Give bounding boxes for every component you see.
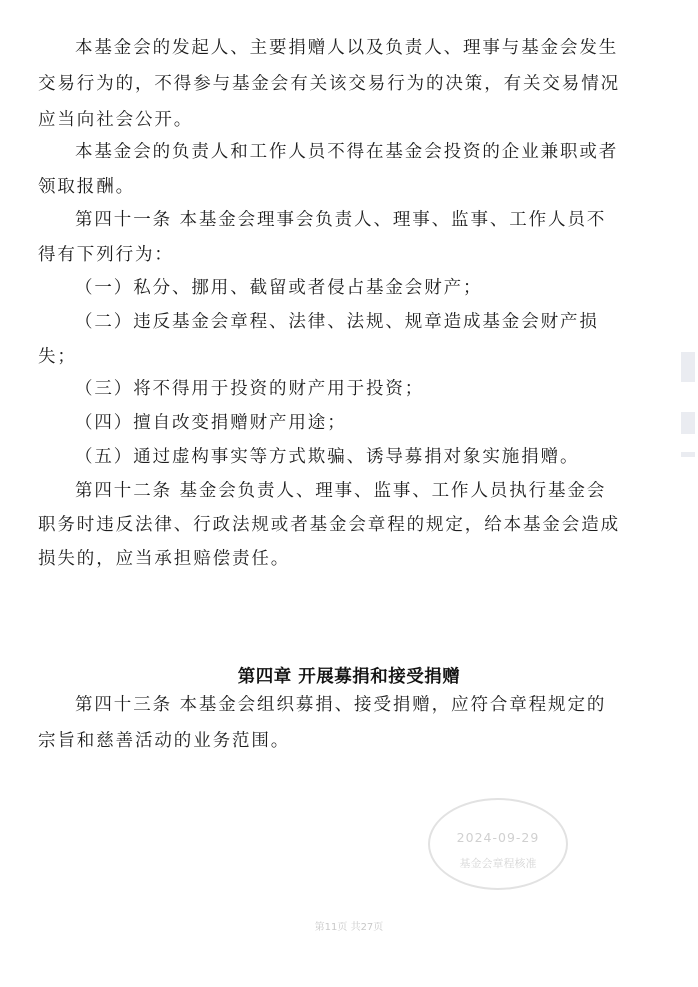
page-footer: 第11页 共27页 bbox=[314, 922, 384, 933]
scan-edge-mark bbox=[681, 352, 695, 382]
paragraph-line: 第四十三条 本基金会组织募捐、接受捐赠，应符合章程规定的 bbox=[75, 695, 607, 715]
approval-stamp bbox=[428, 798, 568, 890]
paragraph-line: 职务时违反法律、行政法规或者基金会章程的规定，给本基金会造成 bbox=[38, 515, 620, 535]
list-item: （五）通过虚构事实等方式欺骗、诱导募捐对象实施捐赠。 bbox=[75, 447, 580, 467]
paragraph-line: 交易行为的，不得参与基金会有关该交易行为的决策，有关交易情况 bbox=[38, 74, 620, 94]
paragraph-line: 本基金会的负责人和工作人员不得在基金会投资的企业兼职或者 bbox=[75, 142, 619, 162]
list-item: （二）违反基金会章程、法律、法规、规章造成基金会财产损 bbox=[75, 312, 599, 332]
paragraph-line: 第四十一条 本基金会理事会负责人、理事、监事、工作人员不 bbox=[75, 210, 607, 230]
paragraph-line: 得有下列行为： bbox=[38, 245, 174, 265]
scan-edge-mark bbox=[681, 452, 695, 457]
list-item: 失； bbox=[38, 347, 77, 367]
list-item: （一）私分、挪用、截留或者侵占基金会财产； bbox=[75, 278, 483, 298]
paragraph-line: 宗旨和慈善活动的业务范围。 bbox=[38, 731, 291, 751]
paragraph-line: 领取报酬。 bbox=[38, 177, 135, 197]
paragraph-line: 应当向社会公开。 bbox=[38, 110, 194, 130]
stamp-date: 2024-09-29 bbox=[456, 830, 540, 845]
list-item: （四）擅自改变捐赠财产用途； bbox=[75, 413, 347, 433]
scan-edge-mark bbox=[681, 412, 695, 434]
paragraph-line: 本基金会的发起人、主要捐赠人以及负责人、理事与基金会发生 bbox=[75, 38, 619, 58]
list-item: （三）将不得用于投资的财产用于投资； bbox=[75, 379, 425, 399]
stamp-text: 基金会章程核准 bbox=[459, 857, 537, 870]
paragraph-line: 损失的，应当承担赔偿责任。 bbox=[38, 549, 291, 569]
paragraph-line: 第四十二条 基金会负责人、理事、监事、工作人员执行基金会 bbox=[75, 481, 607, 501]
chapter-heading: 第四章 开展募捐和接受捐赠 bbox=[237, 667, 461, 687]
